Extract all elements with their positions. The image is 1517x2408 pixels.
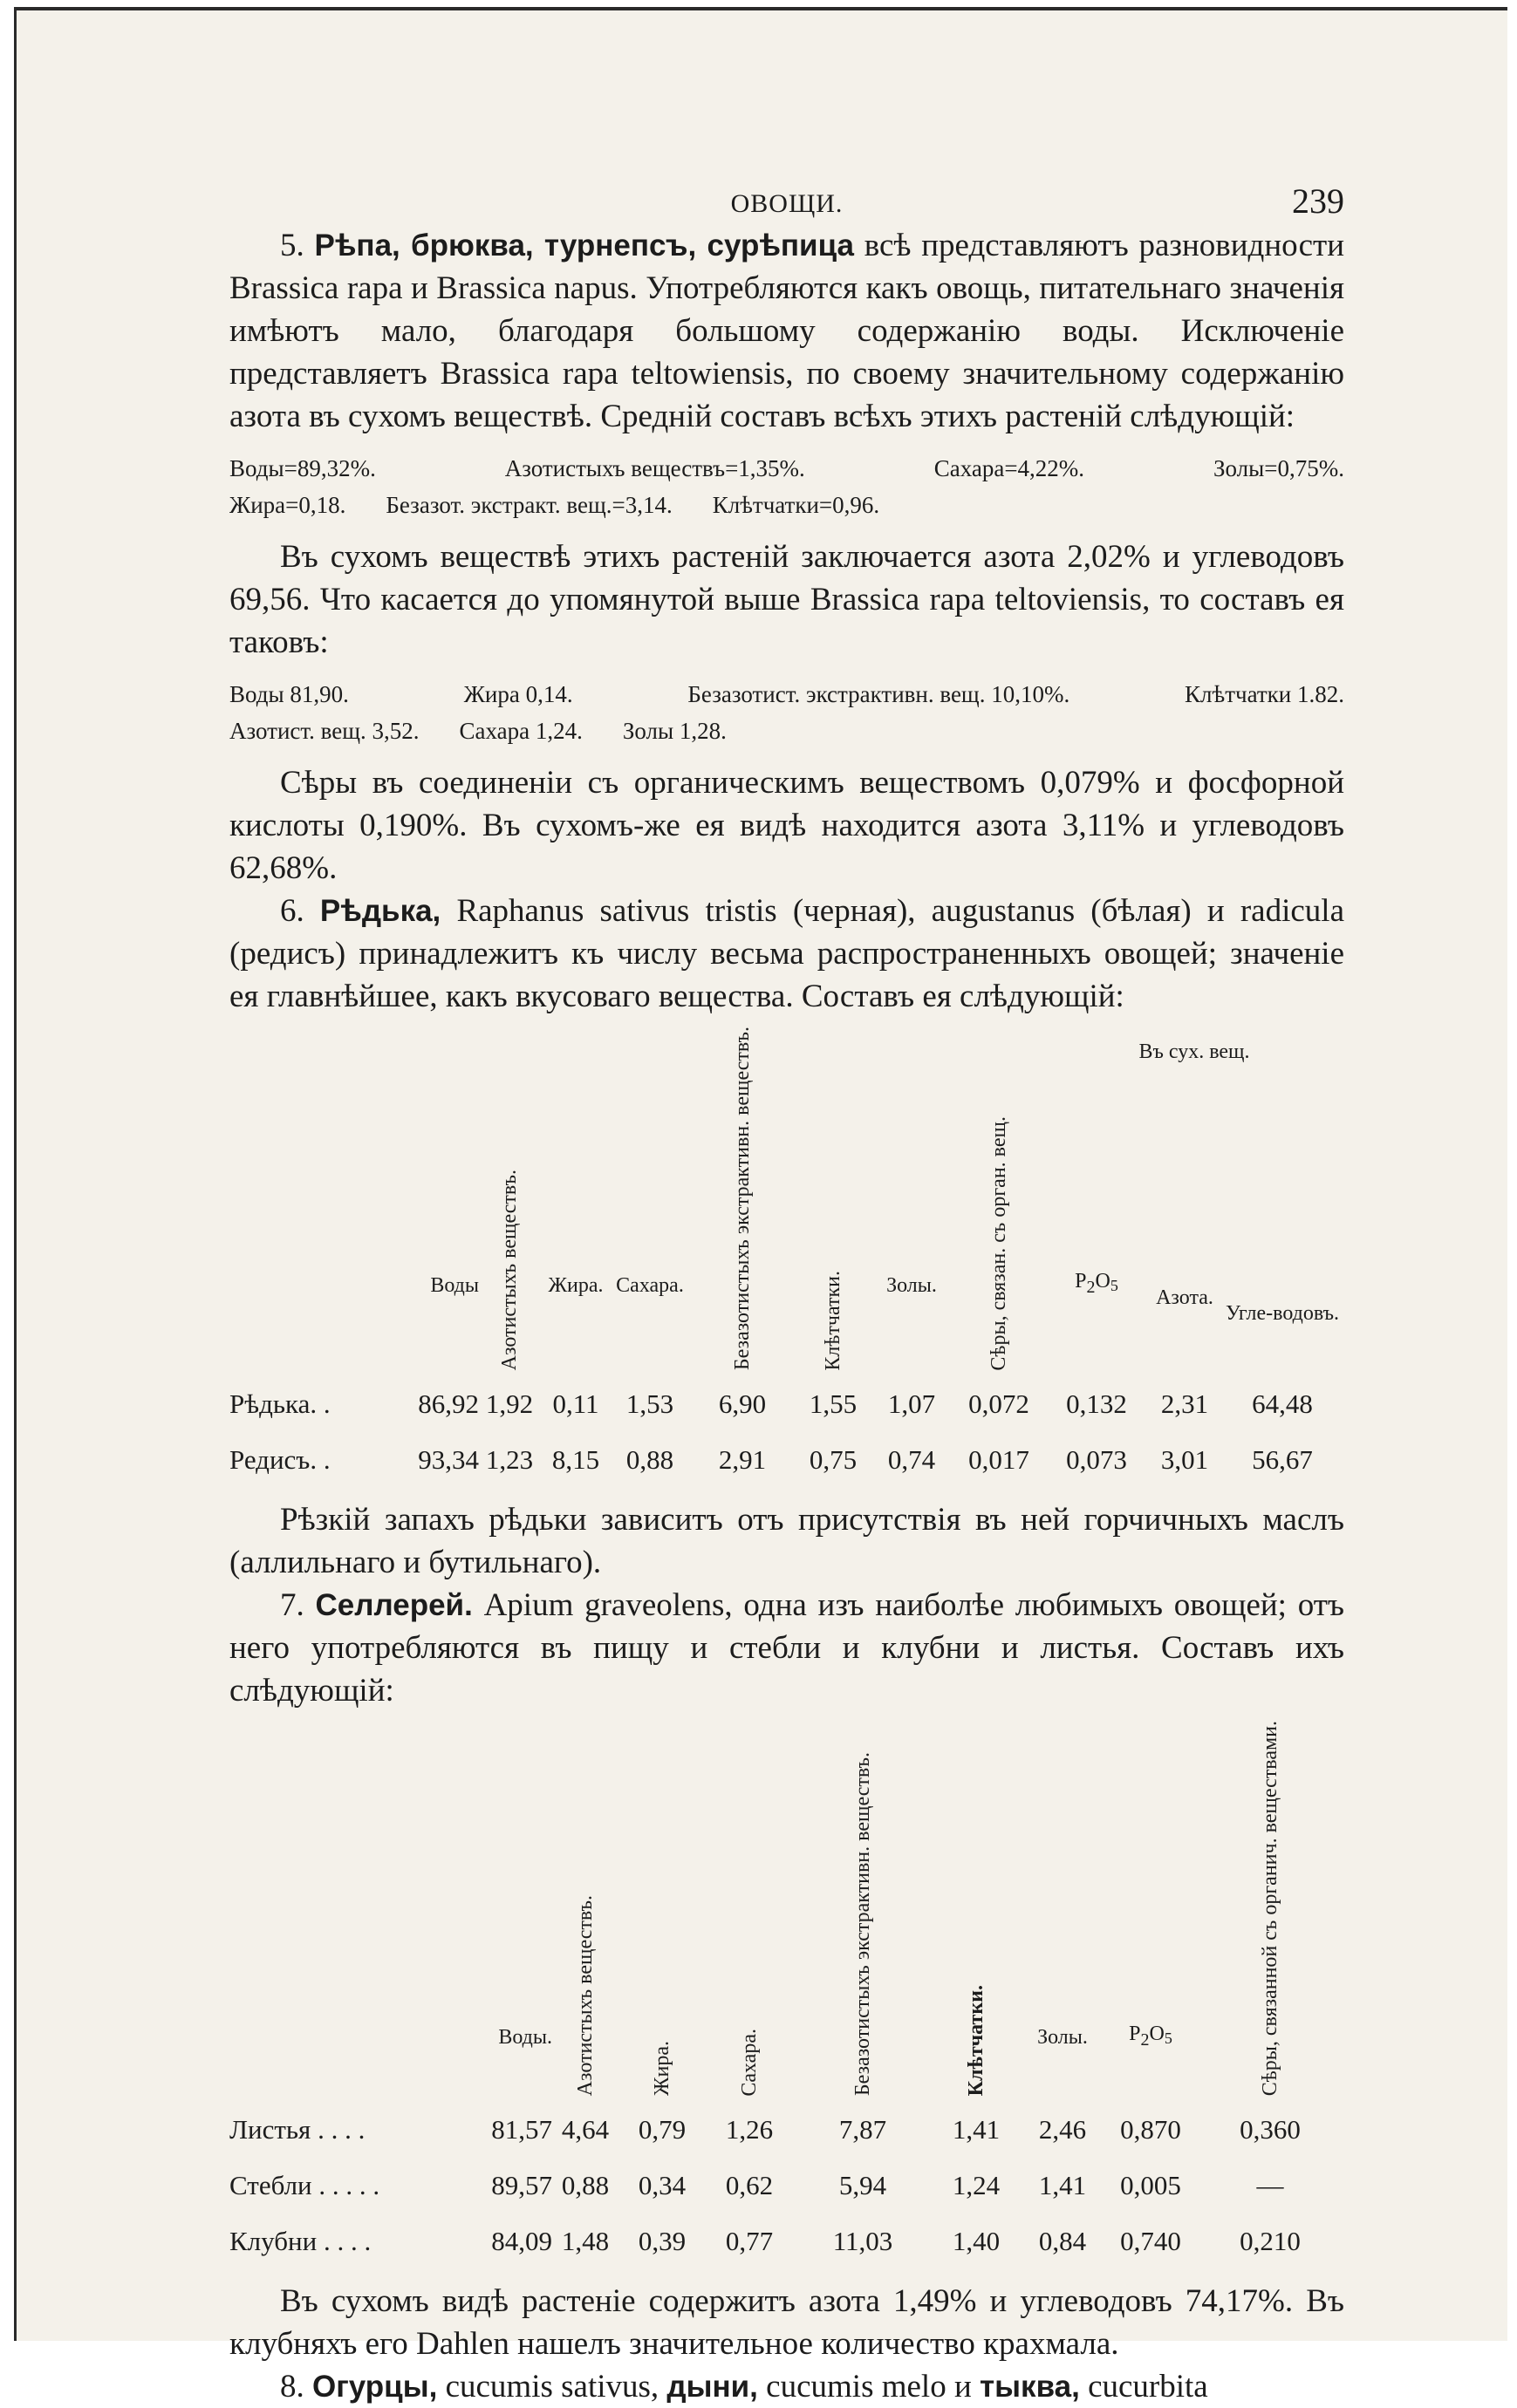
table-cell: 0,740 <box>1120 2226 1181 2257</box>
row-label: Редисъ. . <box>229 1444 331 1476</box>
composition-line-1 <box>229 450 1344 487</box>
table-cell: 0,77 <box>725 2226 774 2257</box>
dry-matter-group-header: Въ сух. вещ. <box>1138 1040 1250 1063</box>
composition-item: Жира 0,14. <box>463 681 573 707</box>
table-cell: 2,91 <box>718 1444 767 1476</box>
table-cell: 0,74 <box>887 1444 936 1476</box>
column-header: Азотистыхъ веществъ. <box>574 1895 597 2097</box>
table-row <box>229 1376 1344 1432</box>
section-5-number: 5. <box>280 228 304 263</box>
section-5-heading: Рѣпа, брюква, турнепсъ, сурѣпица <box>314 229 854 263</box>
composition-item: Жира=0,18. <box>229 492 346 518</box>
table-cell: 89,57 <box>491 2170 552 2201</box>
celery-dry-paragraph: Въ сухомъ видѣ растеніе содержитъ азота 1,49% и углеводовъ 74,17%. Въ клубняхъ его Dahlen нашелъ значительное количество крахмала. <box>229 2283 1344 2363</box>
column-header: Безазотистыхъ экстрактивн. веществъ. <box>731 1027 754 1371</box>
section-6-number: 6. <box>280 893 304 929</box>
section-5-text: всѣ представляютъ разновидности Brassica rapa и Brassica napus. Употребляются какъ овощь, питательнаго значенія имѣютъ мало, благодаря большому содержанію воды. Исключеніе представляетъ Brassica rapa teltowiensis, по своему значительному содержанію азота въ сухомъ веществѣ. Средній составъ всѣхъ этихъ растеній слѣдующій: <box>229 228 1344 434</box>
section-7-text: Apium graveolens, одна изъ наиболѣе любимыхъ овощей; отъ него употребляются въ пищу и стебли и клубни и листья. Составъ ихъ слѣдующій: <box>229 1587 1345 1709</box>
section-5-paragraph <box>229 224 1344 438</box>
table-cell: 0,870 <box>1120 2114 1181 2145</box>
table-cell: 1,26 <box>725 2114 774 2145</box>
table-row <box>229 2158 1344 2214</box>
composition-item: Сахара=4,22%. <box>933 455 1085 481</box>
teltow-line-2 <box>229 713 1344 749</box>
column-header: Азота. <box>1156 1286 1213 1310</box>
section-8-heading-cucumbers: Огурцы, <box>312 2370 438 2405</box>
section-7-paragraph <box>229 1584 1344 1712</box>
composition-line-2 <box>229 487 1344 523</box>
table-cell: 0,34 <box>638 2170 687 2201</box>
section-6-paragraph <box>229 890 1344 1018</box>
table-cell: 64,48 <box>1252 1388 1313 1420</box>
table-cell: 0,39 <box>638 2226 687 2257</box>
table-cell: 0,017 <box>968 1444 1029 1476</box>
table-cell: 81,57 <box>491 2114 552 2145</box>
page-content <box>229 181 1344 2408</box>
table-cell: 0,62 <box>725 2170 774 2201</box>
table-cell: 1,53 <box>625 1388 674 1420</box>
composition-item: Азотист. вещ. 3,52. <box>229 718 420 744</box>
section-8-paragraph <box>229 2365 1344 2408</box>
table-cell: 1,41 <box>1038 2170 1087 2201</box>
row-label: Рѣдька. . <box>229 1388 331 1420</box>
column-header-p2o5: $P_2O_5$ <box>1129 2022 1172 2050</box>
composition-item: Золы 1,28. <box>622 718 727 744</box>
table-cell: 0,073 <box>1066 1444 1127 1476</box>
table-cell: 0,79 <box>638 2114 687 2145</box>
column-header: Жира. <box>548 1274 604 1298</box>
table-cell: 6,90 <box>718 1388 767 1420</box>
section-8-heading-pumpkin: тыква, <box>980 2370 1080 2405</box>
table-cell: 5,94 <box>838 2170 887 2201</box>
table-cell: 0,88 <box>625 1444 674 1476</box>
table-cell: 1,55 <box>809 1388 858 1420</box>
table-cell: 1,40 <box>952 2226 1001 2257</box>
table-cell: 84,09 <box>491 2226 552 2257</box>
table-header-row <box>229 1721 1344 2102</box>
table-cell: 4,64 <box>561 2114 610 2145</box>
table-cell: 0,005 <box>1120 2170 1181 2201</box>
table-cell: 3,01 <box>1160 1444 1209 1476</box>
teltow-line-1 <box>229 676 1344 713</box>
column-header: Азотистыхъ веществъ. <box>498 1169 521 1371</box>
section-8-text: cucumis melo и <box>766 2369 972 2405</box>
table-cell: — <box>1256 2170 1284 2201</box>
composition-item: Сахара 1,24. <box>459 718 583 744</box>
column-header: Угле-водовъ. <box>1226 1302 1339 1326</box>
column-header: Сѣры, связан. съ орган. вещ. <box>987 1115 1010 1371</box>
table-cell: 56,67 <box>1252 1444 1313 1476</box>
table-cell: 2,46 <box>1038 2114 1087 2145</box>
radish-table <box>229 1027 1344 1488</box>
column-header: Жира. <box>651 2041 673 2097</box>
page-number: 239 <box>1292 181 1344 221</box>
table-cell: 86,92 <box>418 1388 479 1420</box>
composition-item: Золы=0,75%. <box>1213 455 1344 481</box>
composition-item: Воды 81,90. <box>229 681 349 707</box>
book-page <box>14 7 1507 2405</box>
section-8-text: cucurbita <box>1088 2369 1208 2405</box>
table-cell: 2,31 <box>1160 1388 1209 1420</box>
table-cell: 0,072 <box>968 1388 1029 1420</box>
column-header: Воды. <box>498 2026 552 2050</box>
composition-item: Безазотист. экстрактивн. вещ. 10,10%. <box>687 681 1070 707</box>
section-8-number: 8. <box>280 2369 304 2405</box>
table-cell: 0,75 <box>809 1444 858 1476</box>
section-6-text: Raphanus sativus tristis (черная), augustanus (бѣлая) и radicula (редисъ) принадлежитъ къ числу весьма распространенныхъ овощей; значеніе ея главнѣйшее, какъ вкусоваго вещества. Составъ ея слѣдующій: <box>229 893 1344 1014</box>
section-8-heading-melons: дыни, <box>666 2370 758 2405</box>
section-8-text: cucumis sativus, <box>445 2369 659 2405</box>
table-row <box>229 2102 1344 2158</box>
dry-matter-paragraph: Въ сухомъ веществѣ этихъ растеній заключается азота 2,02% и углеводовъ 69,56. Что касается до упомянутой выше Brassica rapa teltoviensis, то составъ ея таковъ: <box>229 539 1344 660</box>
radish-odor-paragraph: Рѣзкій запахъ рѣдьки зависитъ отъ присутствія въ ней горчичныхъ маслъ (аллильнаго и бутильнаго). <box>229 1502 1344 1581</box>
teltow-composition <box>229 676 1344 749</box>
table-cell: 1,41 <box>952 2114 1001 2145</box>
table-cell: 1,48 <box>561 2226 610 2257</box>
row-label: Клубни . . . . <box>229 2226 372 2257</box>
table-cell: 11,03 <box>832 2226 893 2257</box>
column-header: Безазотистыхъ экстрактивн. веществъ. <box>851 1752 874 2097</box>
table-cell: 0,88 <box>561 2170 610 2201</box>
average-composition <box>229 450 1344 523</box>
table-cell: 1,07 <box>887 1388 936 1420</box>
composition-item: Клѣтчатки 1.82. <box>1185 681 1344 707</box>
table-cell: 7,87 <box>838 2114 887 2145</box>
running-title: ОВОЩИ. <box>730 189 844 218</box>
table-cell: 8,15 <box>551 1444 600 1476</box>
column-header: Сахара. <box>738 2028 761 2097</box>
section-7-heading: Селлерей. <box>315 1588 473 1623</box>
composition-item: Клѣтчатки=0,96. <box>712 492 880 518</box>
column-header: Воды <box>430 1274 479 1298</box>
celery-table <box>229 1721 1344 2269</box>
column-header-p2o5: $P_2O_5$ <box>1075 1270 1118 1298</box>
section-6-heading: Рѣдька, <box>319 894 441 928</box>
table-cell: 1,23 <box>485 1444 534 1476</box>
table-cell: 1,92 <box>485 1388 534 1420</box>
sulfur-paragraph: Сѣры въ соединеніи съ органическимъ веществомъ 0,079% и фосфорной кислоты 0,190%. Въ сухомъ-же ея видѣ находится азота 3,11% и углеводовъ 62,68%. <box>229 765 1344 886</box>
table-cell: 0,11 <box>552 1388 599 1420</box>
composition-item: Воды=89,32%. <box>229 455 376 481</box>
column-header: Золы. <box>886 1274 937 1298</box>
column-header: Сѣры, связанной съ органич. веществами. <box>1259 1721 1281 2097</box>
column-header: Сахара. <box>616 1274 684 1298</box>
row-label: Листья . . . . <box>229 2114 366 2145</box>
table-cell: 0,360 <box>1240 2114 1301 2145</box>
table-cell: 0,210 <box>1240 2226 1301 2257</box>
composition-item: Безазот. экстракт. вещ.=3,14. <box>386 492 673 518</box>
table-row <box>229 1432 1344 1488</box>
table-header-row <box>229 1027 1344 1118</box>
table-cell: 0,84 <box>1038 2226 1087 2257</box>
row-label: Стебли . . . . . <box>229 2170 380 2201</box>
section-7-number: 7. <box>280 1587 304 1624</box>
table-cell: 0,132 <box>1066 1388 1127 1420</box>
table-row <box>229 2214 1344 2269</box>
running-head <box>229 181 1344 224</box>
column-header: Клѣтчатки. <box>822 1270 844 1371</box>
column-header: Клѣтчатки. <box>965 1984 987 2097</box>
column-header: Золы. <box>1037 2026 1088 2050</box>
table-cell: 93,34 <box>418 1444 479 1476</box>
table-cell: 1,24 <box>952 2170 1001 2201</box>
composition-item: Азотистыхъ веществъ=1,35%. <box>504 455 805 481</box>
